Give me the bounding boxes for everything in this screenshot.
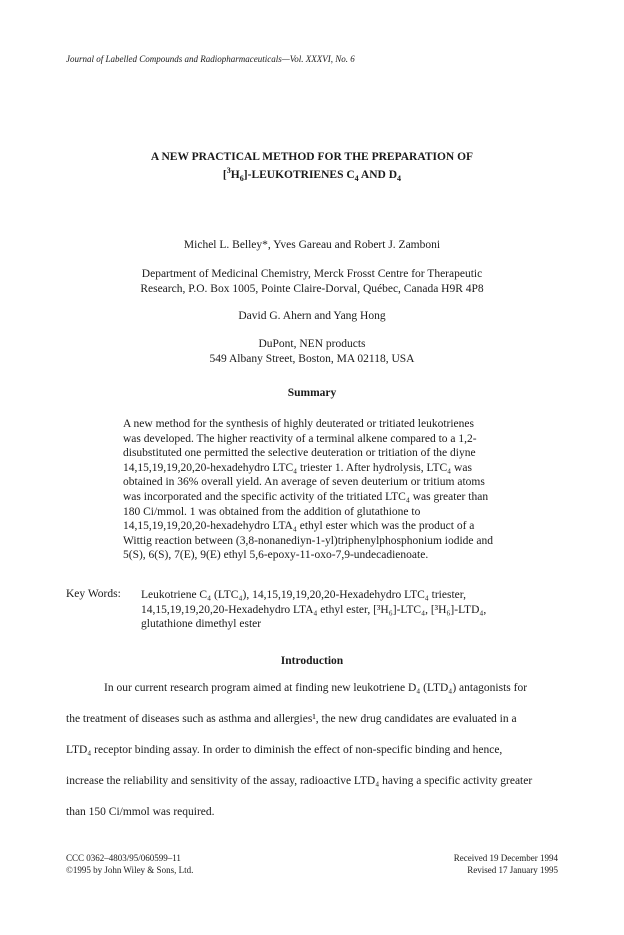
affiliation-2-line-1: DuPont, NEN products	[258, 338, 366, 350]
summary-line: 14,15,19,19,20,20-hexadehydro LTC₄ triester 1. After hydrolysis, LTC₄ was	[123, 461, 472, 474]
summary-body	[123, 417, 523, 563]
summary-line: 5(S), 6(S), 7(E), 9(E) ethyl 5,6-epoxy-11-oxo-7,9-undecadienoate.	[123, 549, 429, 562]
footer-publication-info	[66, 852, 193, 876]
summary-heading: Summary	[287, 387, 337, 399]
summary-line: Wittig reaction between (3,8-nonanediyn-1-yl)triphenylphosphonium iodide and	[123, 534, 493, 547]
title-line-2: $[^3H_6]$-LEUKOTRIENES $C_4$ AND $D_4$	[222, 166, 402, 184]
summary-line: obtained in 36% overall yield. An average of seven deuterium or tritium atoms	[123, 476, 485, 489]
summary-line: A new method for the synthesis of highly deuterated or tritiated leukotrienes	[123, 418, 474, 430]
affiliation-2-line-2: 549 Albany Street, Boston, MA 02118, USA	[209, 353, 415, 365]
affiliation-1-line-2: Research, P.O. Box 1005, Pointe Claire-Dorval, Québec, Canada H9R 4P8	[140, 283, 484, 295]
keywords-list	[141, 588, 486, 632]
keywords-line: glutathione dimethyl ester	[141, 618, 262, 631]
introduction-line: increase the reliability and sensitivity of the assay, radioactive LTD₄ having a specific activity greater	[66, 775, 533, 787]
introduction-body	[66, 682, 558, 837]
journal-header: Journal of Labelled Compounds and Radiopharmaceuticals—Vol. XXXVI, No. 6	[66, 54, 355, 64]
introduction-line: than 150 Ci/mmol was required.	[66, 806, 215, 818]
introduction-line: In our current research program aimed at finding new leukotriene D₄ (LTD₄) antagonists for	[104, 682, 528, 694]
title-line-1: A NEW PRACTICAL METHOD FOR THE PREPARATION OF	[150, 151, 474, 163]
keywords-line: 14,15,19,19,20,20-Hexadehydro LTA₄ ethyl ester, [³H₆]-LTC₄, [³H₆]-LTD₄,	[141, 603, 487, 616]
affiliation-2	[0, 337, 624, 367]
affiliation-1	[0, 267, 624, 297]
keywords-label: Key Words:	[66, 588, 121, 600]
authors-group-2: David G. Ahern and Yang Hong	[238, 310, 386, 322]
ccc-code: CCC 0362–4803/95/060599–11	[66, 853, 181, 863]
copyright: ©1995 by John Wiley & Sons, Ltd.	[66, 865, 194, 875]
summary-line: 14,15,19,19,20,20-hexadehydro LTA₄ ethyl ester which was the product of a	[123, 520, 475, 533]
affiliation-1-line-1: Department of Medicinal Chemistry, Merck Frosst Centre for Therapeutic	[141, 268, 483, 280]
received-date: Received 19 December 1994	[453, 853, 558, 863]
summary-line: was developed. The higher reactivity of a terminal alkene compared to a 1,2-	[123, 432, 477, 445]
introduction-heading: Introduction	[280, 655, 344, 667]
paper-title	[0, 150, 624, 186]
summary-line: disubstituted one permitted the selective deuteration or tritiation of the diyne	[123, 447, 476, 460]
introduction-line: the treatment of diseases such as asthma and allergies¹, the new drug candidates are evaluated in a	[66, 713, 517, 725]
authors-group-1: Michel L. Belley*, Yves Gareau and Robert J. Zamboni	[183, 239, 441, 251]
keywords-line: Leukotriene C₄ (LTC₄), 14,15,19,19,20,20-Hexadehydro LTC₄ triester,	[141, 589, 466, 601]
revised-date: Revised 17 January 1995	[467, 865, 558, 875]
introduction-line: LTD₄ receptor binding assay. In order to diminish the effect of non-specific binding and hence,	[66, 744, 503, 756]
summary-line: was incorporated and the specific activity of the tritiated LTC₄ was greater than	[123, 490, 489, 503]
footer-dates	[380, 852, 558, 876]
summary-line: 180 Ci/mmol. 1 was obtained from the addition of glutathione to	[123, 505, 421, 518]
